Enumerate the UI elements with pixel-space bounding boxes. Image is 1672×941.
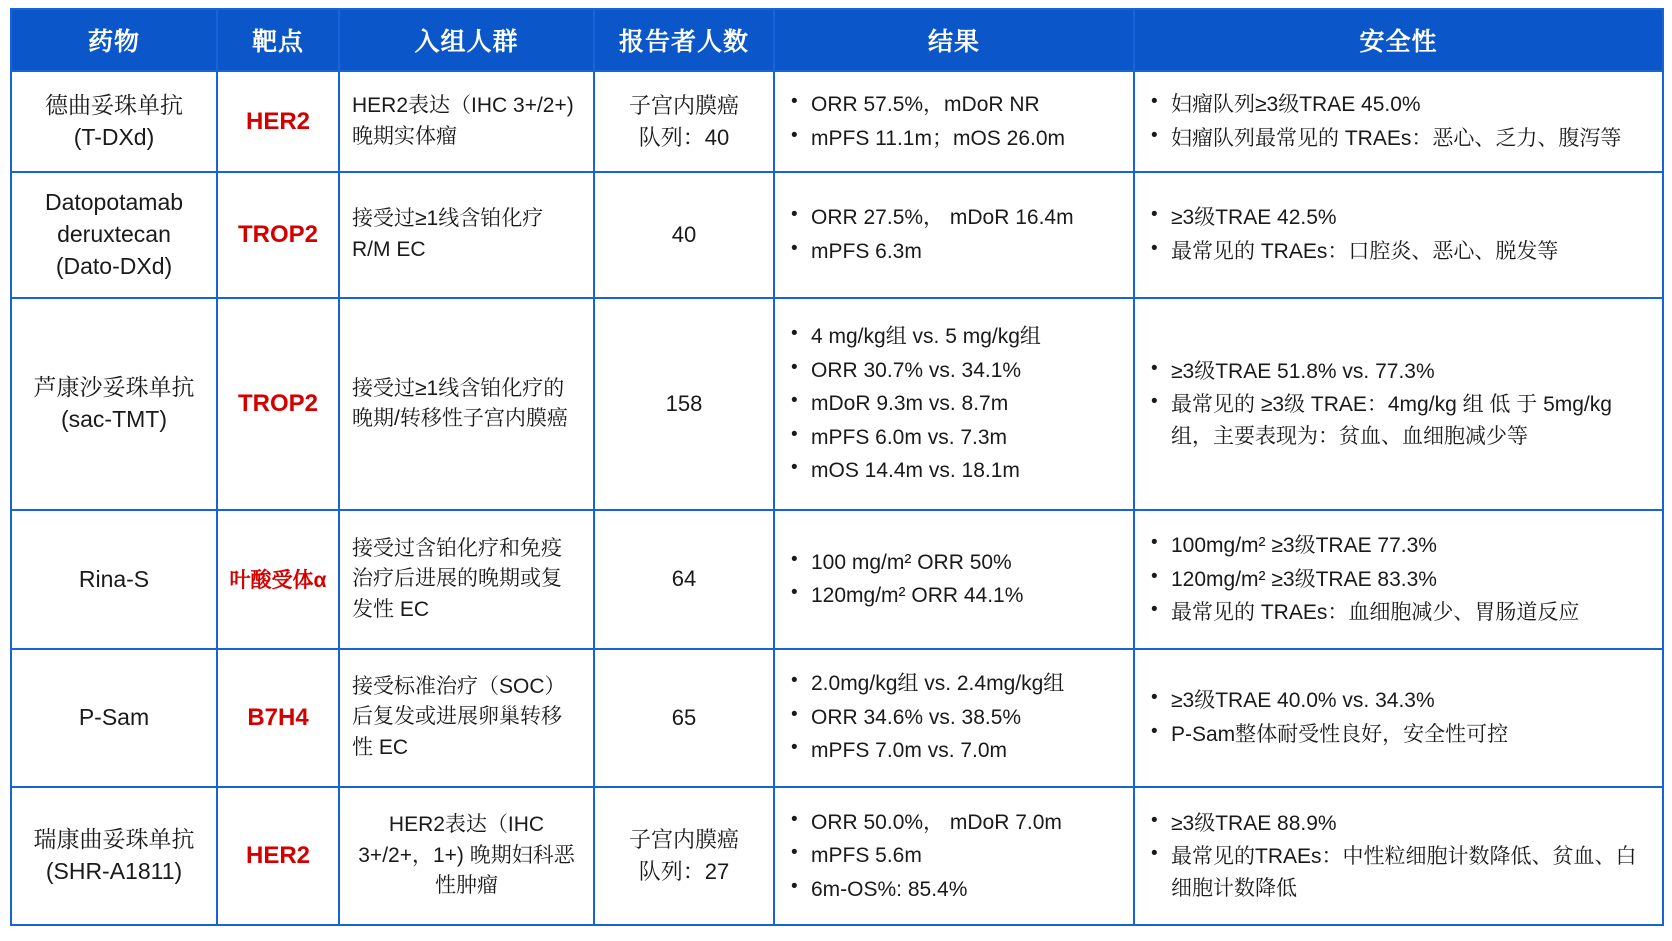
column-header-results: 结果 <box>774 9 1134 71</box>
list-item: • mPFS 6.3m <box>789 236 1123 268</box>
cell-results-list <box>789 547 1123 612</box>
cell-reported-n: 65 <box>594 649 774 787</box>
list-item: • 妇瘤队列最常见的 TRAEs：恶心、乏力、腹泻等 <box>1149 123 1652 155</box>
cell-reported-n: 子宫内膜癌 队列：40 <box>594 71 774 172</box>
cell-target: B7H4 <box>217 649 339 787</box>
cell-results <box>774 71 1134 172</box>
table-row <box>11 787 1663 925</box>
list-item: • mPFS 5.6m <box>789 840 1123 872</box>
table-row <box>11 172 1663 298</box>
cell-drug-name: P-Sam <box>11 649 217 787</box>
list-item: • 最常见的TRAEs：中性粒细胞计数降低、贫血、白细胞计数降低 <box>1149 841 1652 904</box>
list-item: • mPFS 7.0m vs. 7.0m <box>789 735 1123 767</box>
list-item: • mDoR 9.3m vs. 8.7m <box>789 388 1123 420</box>
cell-reported-n: 158 <box>594 298 774 511</box>
table-row <box>11 298 1663 511</box>
list-item: • mPFS 6.0m vs. 7.3m <box>789 422 1123 454</box>
cell-safety-list <box>1149 808 1652 905</box>
cell-results-list <box>789 668 1123 767</box>
cell-population: HER2表达（IHC 3+/2+) 晚期实体瘤 <box>339 71 594 172</box>
cell-drug-name: 芦康沙妥珠单抗 (sac-TMT) <box>11 298 217 511</box>
cell-safety <box>1134 510 1663 648</box>
cell-results <box>774 510 1134 648</box>
list-item: • mOS 14.4m vs. 18.1m <box>789 455 1123 487</box>
table-header <box>11 9 1663 71</box>
list-item: • 120mg/m² ≥3级TRAE 83.3% <box>1149 564 1652 596</box>
list-item: • ≥3级TRAE 40.0% vs. 34.3% <box>1149 685 1652 717</box>
cell-results-list <box>789 321 1123 487</box>
cell-target: 叶酸受体α <box>217 510 339 648</box>
table-row <box>11 71 1663 172</box>
cell-safety-list <box>1149 356 1652 453</box>
cell-results <box>774 172 1134 298</box>
cell-safety <box>1134 787 1663 925</box>
cell-target: HER2 <box>217 787 339 925</box>
column-header-drug: 药物 <box>11 9 217 71</box>
cell-safety <box>1134 649 1663 787</box>
cell-safety-list <box>1149 202 1652 267</box>
cell-safety <box>1134 172 1663 298</box>
cell-safety-list <box>1149 89 1652 154</box>
cell-reported-n: 子宫内膜癌 队列：27 <box>594 787 774 925</box>
list-item: • ORR 30.7% vs. 34.1% <box>789 355 1123 387</box>
cell-safety-list <box>1149 685 1652 750</box>
cell-target: HER2 <box>217 71 339 172</box>
cell-results-list <box>789 202 1123 267</box>
cell-drug-name: Datopotamab deruxtecan (Dato-DXd) <box>11 172 217 298</box>
cell-target: TROP2 <box>217 172 339 298</box>
list-item: • ORR 27.5%， mDoR 16.4m <box>789 202 1123 234</box>
list-item: • ORR 34.6% vs. 38.5% <box>789 702 1123 734</box>
cell-reported-n: 40 <box>594 172 774 298</box>
cell-population: 接受过含铂化疗和免疫治疗后进展的晚期或复发性 EC <box>339 510 594 648</box>
table-header-row <box>11 9 1663 71</box>
cell-safety-list <box>1149 530 1652 629</box>
column-header-target: 靶点 <box>217 9 339 71</box>
list-item: • 120mg/m² ORR 44.1% <box>789 580 1123 612</box>
list-item: • 2.0mg/kg组 vs. 2.4mg/kg组 <box>789 668 1123 700</box>
list-item: • 最常见的 TRAEs：血细胞减少、胃肠道反应 <box>1149 597 1652 629</box>
list-item: • 4 mg/kg组 vs. 5 mg/kg组 <box>789 321 1123 353</box>
cell-population: 接受过≥1线含铂化疗R/M EC <box>339 172 594 298</box>
list-item: • mPFS 11.1m；mOS 26.0m <box>789 123 1123 155</box>
list-item: • ORR 50.0%， mDoR 7.0m <box>789 807 1123 839</box>
cell-safety <box>1134 298 1663 511</box>
cell-drug-name: 德曲妥珠单抗 (T-DXd) <box>11 71 217 172</box>
list-item: • ≥3级TRAE 51.8% vs. 77.3% <box>1149 356 1652 388</box>
cell-reported-n: 64 <box>594 510 774 648</box>
cell-results <box>774 787 1134 925</box>
list-item: • ORR 57.5%，mDoR NR <box>789 89 1123 121</box>
cell-results <box>774 298 1134 511</box>
cell-results <box>774 649 1134 787</box>
drug-comparison-table <box>10 8 1664 926</box>
list-item: • 最常见的 TRAEs：口腔炎、恶心、脱发等 <box>1149 236 1652 268</box>
cell-population: 接受过≥1线含铂化疗的晚期/转移性子宫内膜癌 <box>339 298 594 511</box>
column-header-reported-n: 报告者人数 <box>594 9 774 71</box>
table-row <box>11 510 1663 648</box>
list-item: • 妇瘤队列≥3级TRAE 45.0% <box>1149 89 1652 121</box>
cell-results-list <box>789 89 1123 154</box>
column-header-population: 入组人群 <box>339 9 594 71</box>
cell-results-list <box>789 807 1123 906</box>
column-header-safety: 安全性 <box>1134 9 1663 71</box>
list-item: • 6m-OS%: 85.4% <box>789 874 1123 906</box>
list-item: • ≥3级TRAE 88.9% <box>1149 808 1652 840</box>
list-item: • P-Sam整体耐受性良好，安全性可控 <box>1149 719 1652 751</box>
list-item: • ≥3级TRAE 42.5% <box>1149 202 1652 234</box>
table-row <box>11 649 1663 787</box>
table-body <box>11 71 1663 925</box>
cell-drug-name: Rina-S <box>11 510 217 648</box>
cell-target: TROP2 <box>217 298 339 511</box>
list-item: • 100mg/m² ≥3级TRAE 77.3% <box>1149 530 1652 562</box>
list-item: • 最常见的 ≥3级 TRAE：4mg/kg 组 低 于 5mg/kg组，主要表现为：贫血、血细胞减少等 <box>1149 389 1652 452</box>
cell-population: 接受标准治疗（SOC）后复发或进展卵巢转移性 EC <box>339 649 594 787</box>
list-item: • 100 mg/m² ORR 50% <box>789 547 1123 579</box>
cell-drug-name: 瑞康曲妥珠单抗 (SHR-A1811) <box>11 787 217 925</box>
cell-population: HER2表达（IHC 3+/2+，1+) 晚期妇科恶性肿瘤 <box>339 787 594 925</box>
cell-safety <box>1134 71 1663 172</box>
